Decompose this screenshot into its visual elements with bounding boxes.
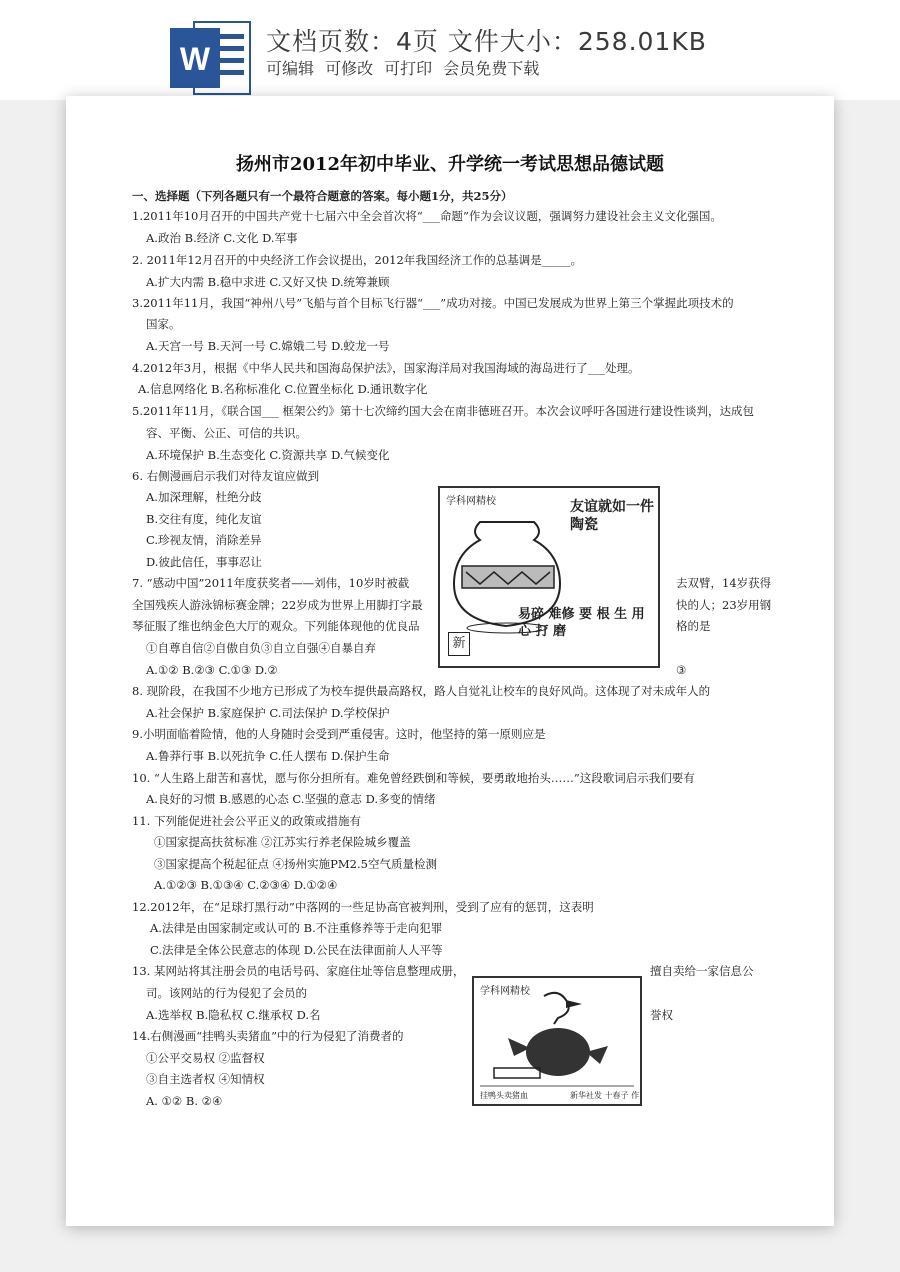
document-info-title: 文档页数：4页 文件大小：258.01KB — [266, 27, 707, 56]
question-11-items-2: ③国家提高个税起征点 ④扬州实施PM2.5空气质量检测 — [154, 857, 437, 871]
question-7-items: ①自尊自信②自傲自负③自立自强④自暴自弃 — [146, 641, 376, 655]
options-7-right: ③ — [676, 663, 687, 677]
options-10: A.良好的习惯 B.感恩的心态 C.坚强的意志 D.多变的情绪 — [146, 792, 436, 806]
cartoon2-watermark: 学科网精校 — [480, 986, 530, 997]
question-7: 7. “感动中国”2011年度获奖者——刘伟，10岁时被截 — [132, 576, 410, 590]
options-4: A.信息网络化 B.名称标准化 C.位置坐标化 D.通讯数字化 — [138, 382, 428, 396]
svg-text:W: W — [179, 41, 211, 77]
cartoon-handwriting-bottom: 易碎 难修 要 根 生 用 心 打 磨 — [518, 607, 645, 639]
question-3-cont: 国家。 — [146, 317, 181, 331]
options-13: A.选举权 B.隐私权 C.继承权 D.名 — [146, 1008, 321, 1022]
options-12-ab: A.法律是由国家制定或认可的 B.不注重修养等于走向犯罪 — [150, 921, 443, 935]
document-page — [66, 96, 834, 1226]
question-13-cont: 司。该网站的行为侵犯了会员的 — [146, 986, 307, 1000]
document-info-subtitle: 可编辑 可修改 可打印 会员免费下载 — [266, 59, 540, 78]
question-13: 13. 某网站将其注册会员的电话号码、家庭住址等信息整理成册， — [132, 964, 465, 978]
options-2: A.扩大内需 B.稳中求进 C.又好又快 D.统筹兼顾 — [146, 275, 390, 289]
question-14: 14.右侧漫画“挂鸭头卖猪血”中的行为侵犯了消费者的 — [132, 1029, 404, 1043]
question-7-line3-right: 格的是 — [676, 619, 711, 633]
question-9: 9.小明面临着险情，他的人身随时会受到严重侵害。这时，他坚持的第一原则应是 — [132, 727, 546, 741]
option-6d: D.彼此信任，事事忍让 — [146, 555, 262, 569]
download-banner — [0, 0, 900, 100]
options-7: A.①② B.②③ C.①③ D.② — [146, 663, 278, 677]
options-8: A.社会保护 B.家庭保护 C.司法保护 D.学校保护 — [146, 706, 390, 720]
cartoon-watermark: 学科网精校 — [446, 496, 496, 507]
question-2: 2. 2011年12月召开的中央经济工作会议提出，2012年我国经济工作的总基调是_____。 — [132, 253, 583, 267]
options-3: A.天宫一号 B.天河一号 C.嫦娥二号 D.蛟龙一号 — [146, 339, 390, 353]
question-5: 5.2011年11月，《联合国___ 框架公约》第十七次缔约国大会在南非德班召开。本次会议呼吁各国进行建设性谈判，达成包 — [132, 404, 755, 418]
question-8: 8. 现阶段，在我国不少地方已形成了为校车提供最高路权，路人自觉礼让校车的良好风尚。这体现了对未成年人的 — [132, 684, 711, 698]
exam-title: 扬州市2012年初中毕业、升学统一考试思想品德试题 — [235, 154, 665, 175]
cartoon2-caption-right: 新华社发 十春子 作 — [570, 1091, 640, 1100]
option-6c: C.珍视友情，消除差异 — [146, 533, 262, 547]
friendship-cartoon — [438, 486, 660, 668]
options-1: A.政治 B.经济 C.文化 D.军事 — [146, 231, 298, 245]
question-7-right: 去双臂，14岁获得 — [676, 576, 772, 590]
question-14-items-2: ③自主选者权 ④知情权 — [146, 1072, 265, 1086]
question-7-line2-right: 快的人；23岁用钢 — [676, 598, 772, 612]
question-10: 10. “人生路上甜苦和喜忧，愿与你分担所有。难免曾经跌倒和等候，要勇敢地抬头……”这段歌词启示我们要有 — [132, 771, 695, 785]
question-12: 12.2012年，在“足球打黑行动”中落网的一些足协高官被判刑，受到了应有的惩罚，这表明 — [132, 900, 594, 914]
question-3: 3.2011年11月，我国“神州八号”飞船与首个目标飞行器“___”成功对接。中国已发展成为世界上第三个掌握此项技术的 — [132, 296, 734, 310]
question-11: 11. 下列能促进社会公平正义的政策或措施有 — [132, 814, 361, 828]
cartoon2-caption-left: 挂鸭头卖猪血 — [480, 1091, 528, 1100]
question-11-items-1: ①国家提高扶贫标准 ②江苏实行养老保险城乡覆盖 — [154, 835, 411, 849]
question-1: 1.2011年10月召开的中国共产党十七届六中全会首次将“___命题”作为会议议题，强调努力建设社会主义文化强国。 — [132, 209, 722, 223]
options-11: A.①②③ B.①③④ C.②③④ D.①②④ — [154, 878, 338, 892]
question-4: 4.2012年3月，根据《中华人民共和国海岛保护法》，国家海洋局对我国海域的海岛进行了___处理。 — [132, 361, 640, 375]
cartoon-stamp: 新 — [448, 632, 470, 656]
options-13-right: 誉权 — [650, 1008, 673, 1022]
options-12-cd: C.法律是全体公民意志的体现 D.公民在法律面前人人平等 — [150, 943, 443, 957]
duck-pig-cartoon — [472, 976, 642, 1106]
duck-pig-drawing — [474, 978, 640, 1104]
question-14-items-1: ①公平交易权 ②监督权 — [146, 1051, 265, 1065]
option-6a: A.加深理解，杜绝分歧 — [146, 490, 262, 504]
options-5: A.环境保护 B.生态变化 C.资源共享 D.气候变化 — [146, 448, 390, 462]
section-heading: 一、选择题（下列各题只有一个最符合题意的答案。每小题1分，共25分） — [132, 189, 513, 203]
question-6: 6. 右侧漫画启示我们对待友谊应做到 — [132, 469, 320, 483]
question-7-line3: 琴征服了维也纳金色大厅的观众。下列能体现他的优良品 — [132, 619, 420, 633]
options-14: A. ①② B. ②④ — [146, 1094, 223, 1108]
option-6b: B.交往有度，纯化友谊 — [146, 512, 262, 526]
word-document-icon — [170, 20, 252, 96]
cartoon-handwriting-top: 友谊就如一件陶瓷 — [570, 499, 654, 533]
options-9: A.鲁莽行事 B.以死抗争 C.任人摆布 D.保护生命 — [146, 749, 390, 763]
question-13-right: 擅自卖给一家信息公 — [650, 964, 754, 978]
question-7-line2: 全国残疾人游泳锦标赛金牌；22岁成为世界上用脚打字最 — [132, 598, 423, 612]
question-5-cont: 容、平衡、公正、可信的共识。 — [146, 426, 307, 440]
